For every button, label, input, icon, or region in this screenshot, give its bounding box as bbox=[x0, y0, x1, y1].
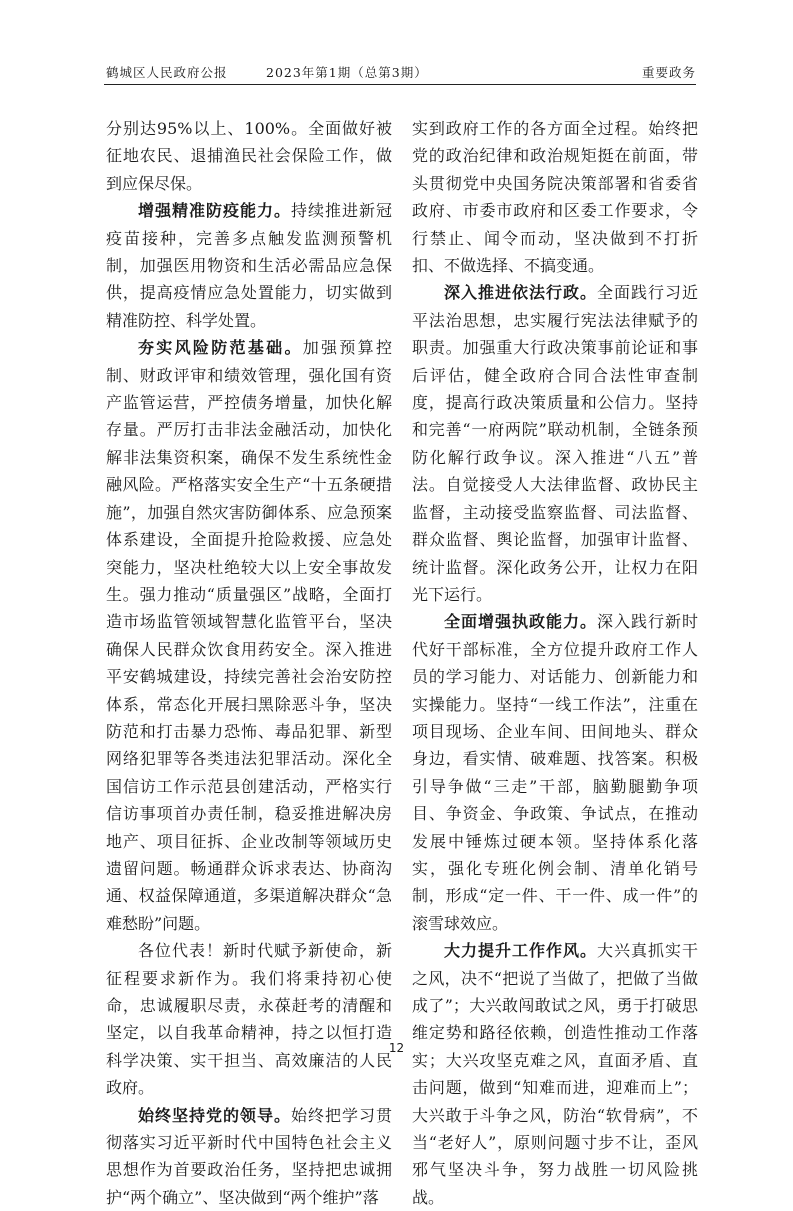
paragraph-heading: 大力提升工作作风。 bbox=[444, 941, 597, 961]
paragraph: 分别达95%以上、100%。全面做好被征地农民、退捕渔民社会保险工作，做到应保尽保。 bbox=[106, 119, 392, 193]
paragraph-heading: 深入推进依法行政。 bbox=[444, 283, 597, 303]
paragraph: 增强精准防疫能力。持续推进新冠疫苗接种，完善多点触发监测预警机制，加强医用物资和生活必需品应急保供，提高疫情应急处置能力，切实做到精准防控、科学处置。 bbox=[106, 201, 392, 330]
header-rule bbox=[104, 84, 696, 85]
paragraph: 全面增强执政能力。深入践行新时代好干部标准，全方位提升政府工作人员的学习能力、对话能力、创新能力和实操能力。坚持“一线工作法”，注重在项目现场、企业车间、田间地头、群众身边，看实情、破难题、找答案。积极引导争做“三走”干部，脑勤腿勤争项目、争资金、争政策、争试点，在推动发展中锤炼过硬本领。坚持体系化落实，强化专班化例会制、清单化销号制，形成“定一件、干一件、成一件”的滚雪球效应。 bbox=[412, 612, 698, 933]
section-title: 重要政务 bbox=[641, 65, 696, 80]
paragraph: 深入推进依法行政。全面践行习近平法治思想，忠实履行宪法法律赋予的职责。加强重大行政决策事前论证和事后评估，健全政府合同合法性审查制度，提高行政决策质量和公信力。坚持和完善“一府两院”联动机制，全链条预防化解行政争议。深入推进“八五”普法。自觉接受人大法律监督、政协民主监督，主动接受监察监督、司法监督、群众监督、舆论监督，加强审计监督、统计监督。深化政务公开，让权力在阳光下运行。 bbox=[412, 283, 698, 604]
paragraph-heading: 全面增强执政能力。 bbox=[444, 612, 597, 632]
paragraph: 各位代表！新时代赋予新使命，新征程要求新作为。我们将秉持初心使命，忠诚履职尽责，永葆赶考的清醒和坚定，以自我革命精神，持之以恒打造科学决策、实干担当、高效廉洁的人民政府。 bbox=[106, 941, 392, 1098]
publication-title: 鹤城区人民政府公报 bbox=[106, 65, 228, 80]
paragraph: 始终坚持党的领导。始终把学习贯彻落实习近平新时代中国特色社会主义思想作为首要政治任务，坚持把忠诚拥护“两个确立”、坚决做到“两个维护”落 bbox=[106, 1105, 392, 1207]
page-number: 12 bbox=[388, 1041, 405, 1055]
paragraph: 实到政府工作的各方面全过程。始终把党的政治纪律和政治规矩挺在前面，带头贯彻党中央国务院决策部署和省委省政府、市委市政府和区委工作要求，令行禁止、闻令而动，坚决做到不打折扣、不做选择、不搞变通。 bbox=[412, 119, 698, 276]
paragraph: 夯实风险防范基础。加强预算控制、财政评审和绩效管理，强化国有资产监管运营，严控债务增量，加快化解存量。严厉打击非法金融活动，加快化解非法集资积案，确保不发生系统性金融风险。严格落实安全生产“十五条硬措施”，加强自然灾害防御体系、应急预案体系建设，全面提升抢险救援、应急处突能力，坚决杜绝较大以上安全事故发生。强力推动“质量强区”战略，全面打造市场监管领域智慧化监管平台，坚决确保人民群众饮食用药安全。深入推进平安鹤城建设，持续完善社会治安防控体系，常态化开展扫黑除恶斗争，坚决防范和打击暴力恐怖、毒品犯罪、新型网络犯罪等各类违法犯罪活动。深化全国信访工作示范县创建活动，严格实行信访事项首办责任制，稳妥推进解决房地产、项目征拆、企业改制等领域历史遗留问题。畅通群众诉求表达、协商沟通、权益保障通道，多渠道解决群众“急难愁盼”问题。 bbox=[106, 338, 392, 933]
paragraph-heading: 始终坚持党的领导。 bbox=[138, 1105, 291, 1125]
paragraph-heading: 增强精准防疫能力。 bbox=[138, 201, 291, 221]
paragraph: 大力提升工作作风。大兴真抓实干之风，决不“把说了当做了，把做了当做成了”；大兴敢闯敢试之风，勇于打破思维定势和路径依赖，创造性推动工作落实；大兴攻坚克难之风，直面矛盾、直击问题，做到“知难而进，迎难而上”；大兴敢于斗争之风，防治“软骨病”，不当“老好人”，原则问题寸步不让，歪风邪气坚决斗争，努力战胜一切风险挑战。 bbox=[412, 941, 698, 1207]
running-header bbox=[106, 58, 696, 84]
issue-info: 2023年第1期（总第3期） bbox=[266, 65, 428, 80]
paragraph-heading: 夯实风险防范基础。 bbox=[138, 338, 303, 358]
